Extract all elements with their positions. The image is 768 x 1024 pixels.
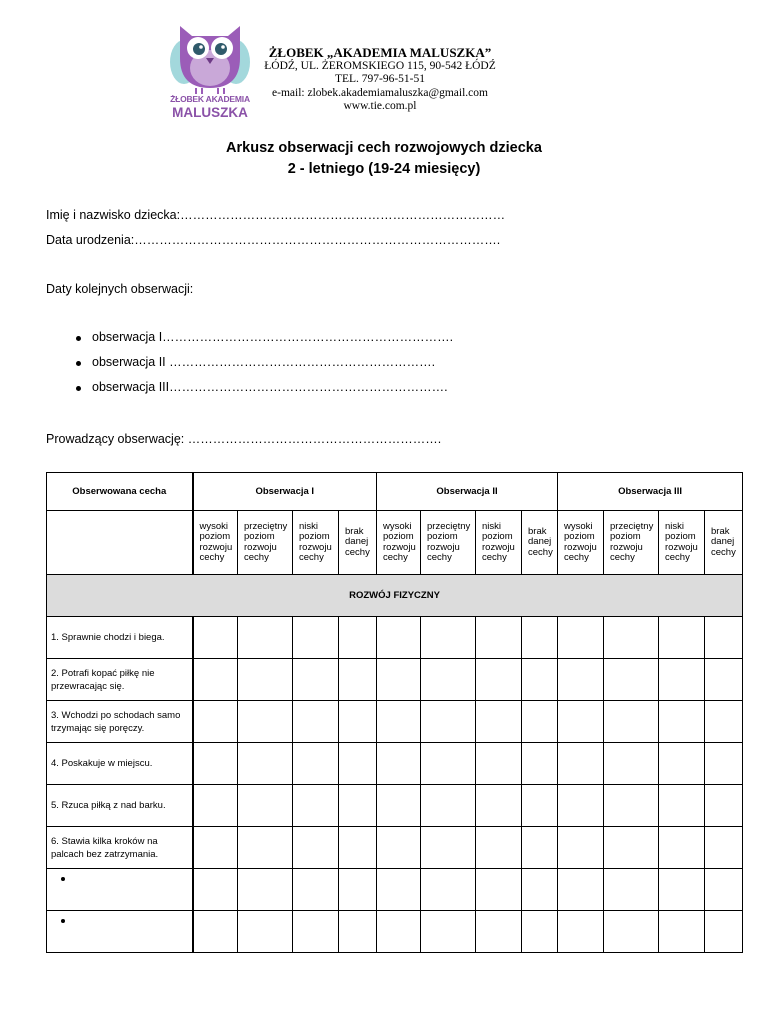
institution-address: ŁÓDŹ, UL. ŻEROMSKIEGO 115, 90-542 ŁÓDŹ (264, 59, 496, 72)
observation-dates-list (76, 330, 453, 405)
empty-cell (47, 511, 193, 575)
title-line-2: 2 - letniego (19-24 miesięcy) (287, 161, 481, 177)
birth-date-field: Data urodzenia:……………………………………………………………………………. (46, 233, 501, 247)
bullet-icon (61, 877, 65, 881)
sub-none: brak danej cechy (339, 511, 377, 575)
institution-website: www.tie.com.pl (343, 100, 417, 112)
logo-line-2: MALUSZKA (172, 104, 248, 120)
observation-date-item: obserwacja III…………………………………………………………. (76, 380, 453, 405)
institution-phone: TEL. 797-96-51-51 (334, 73, 426, 85)
institution-header (230, 46, 530, 114)
feature-column-header: Obserwowana cecha (47, 473, 193, 511)
sub-low: niski poziom rozwoju cechy (659, 511, 705, 575)
row-label: 2. Potrafi kopać piłkę nie przewracając się. (47, 659, 193, 701)
observation-date-item: obserwacja I……………………………………………………………. (76, 330, 453, 355)
section-physical: ROZWÓJ FIZYCZNY (47, 575, 743, 617)
bullet-icon (76, 361, 81, 366)
table-header-row (47, 473, 743, 511)
table-subheader-row (47, 511, 743, 575)
row-label: 6. Stawia kilka kroków na palcach bez zatrzymania. (47, 827, 193, 869)
group-header-3: Obserwacja III (558, 473, 743, 511)
title-line-1: Arkusz obserwacji cech rozwojowych dziecka (226, 140, 542, 156)
sub-avg: przeciętny poziom rozwoju cechy (604, 511, 659, 575)
group-header-2: Obserwacja II (377, 473, 558, 511)
institution-name: ŻŁOBEK „AKADEMIA MALUSZKA” (268, 45, 492, 60)
sub-none: brak danej cechy (522, 511, 558, 575)
institution-email: e-mail: zlobek.akademiamaluszka@gmail.com (272, 86, 488, 99)
table-row (47, 743, 743, 785)
sub-high: wysoki poziom rozwoju cechy (558, 511, 604, 575)
bullet-icon (76, 386, 81, 391)
observation-dates-label: Daty kolejnych obserwacji: (46, 282, 194, 296)
observer-field: Prowadzący obserwację: ……………………………………………………. (46, 432, 442, 446)
sub-high: wysoki poziom rozwoju cechy (193, 511, 238, 575)
bullet-icon (61, 919, 65, 923)
empty-bullet-row-label (47, 911, 193, 953)
table-row (47, 701, 743, 743)
bullet-icon (76, 336, 81, 341)
observation-date-item: obserwacja II ………………………………………………………. (76, 355, 453, 380)
row-label: 5. Rzuca piłką z nad barku. (47, 785, 193, 827)
sub-avg: przeciętny poziom rozwoju cechy (238, 511, 293, 575)
empty-bullet-row-label (47, 869, 193, 911)
table-row (47, 617, 743, 659)
sub-low: niski poziom rozwoju cechy (476, 511, 522, 575)
sub-high: wysoki poziom rozwoju cechy (377, 511, 421, 575)
table-row (47, 827, 743, 869)
table-row (47, 659, 743, 701)
sub-none: brak danej cechy (705, 511, 743, 575)
section-row (47, 575, 743, 617)
observation-table (46, 472, 743, 953)
row-label: 1. Sprawnie chodzi i biega. (47, 617, 193, 659)
document-title (0, 138, 768, 180)
child-name-field: Imię i nazwisko dziecka:…………………………………………………………………… (46, 208, 506, 222)
sub-low: niski poziom rozwoju cechy (293, 511, 339, 575)
logo-line-1: ŻŁOBEK AKADEMIA (170, 94, 250, 104)
row-label: 3. Wchodzi po schodach samo trzymając się poręczy. (47, 701, 193, 743)
table-row (47, 911, 743, 953)
table-row (47, 869, 743, 911)
row-label: 4. Poskakuje w miejscu. (47, 743, 193, 785)
table-row (47, 785, 743, 827)
sub-avg: przeciętny poziom rozwoju cechy (421, 511, 476, 575)
group-header-1: Obserwacja I (193, 473, 377, 511)
